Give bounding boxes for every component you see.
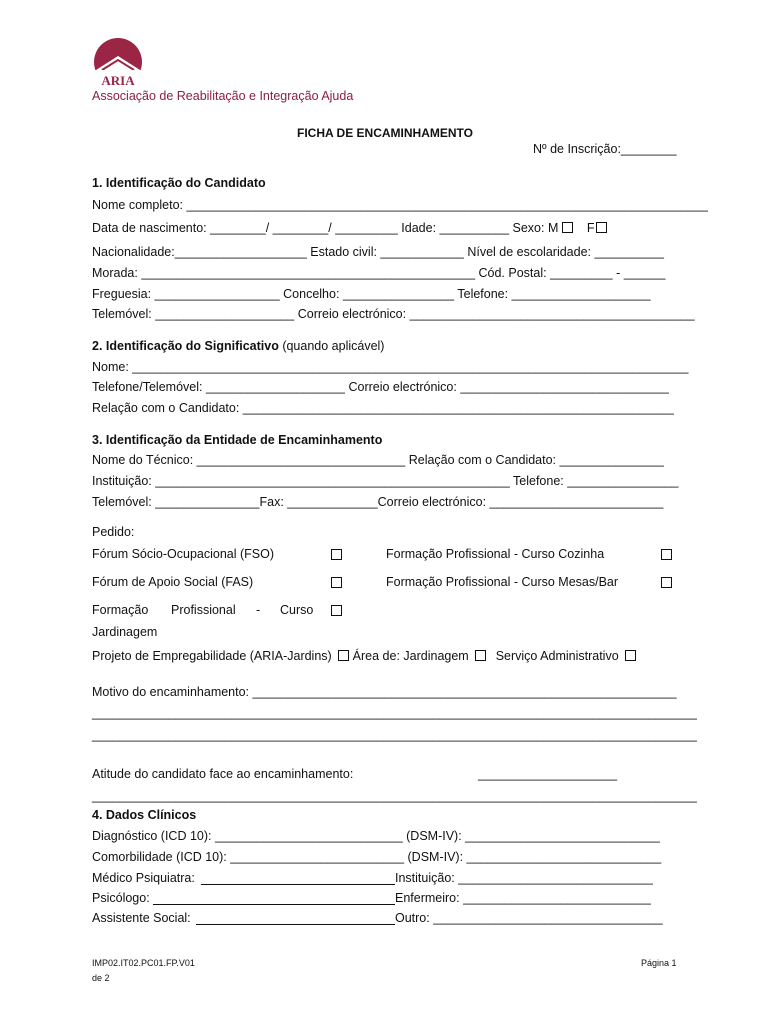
fso-label: Fórum Sócio-Ocupacional (FSO) bbox=[92, 547, 275, 561]
entidade-telemovel-field[interactable]: Telemóvel: _______________Fax: _____________Correio electrónico: _________________________ bbox=[92, 495, 664, 509]
nacionalidade-field[interactable]: Nacionalidade:___________________ Estado civil: ____________ Nível de escolaridade: __________ bbox=[92, 245, 664, 259]
form-code: IMP02.IT02.PC01.FP.V01 bbox=[92, 958, 195, 968]
jardinagem-checkbox[interactable] bbox=[331, 605, 342, 616]
significativo-relacao-field[interactable]: Relação com o Candidato: ______________________________________________________________ bbox=[92, 401, 674, 415]
motivo-line-1[interactable]: _______________________________________________________________________________________ bbox=[92, 706, 697, 720]
psicologo-label: Psicólogo: bbox=[92, 891, 150, 905]
jardinagem-label-line2: Jardinagem bbox=[92, 625, 158, 639]
morada-field[interactable]: Morada: ________________________________________________ Cód. Postal: _________ - ______ bbox=[92, 266, 666, 280]
servico-administrativo-checkbox[interactable] bbox=[625, 650, 636, 661]
nome-completo-field[interactable]: Nome completo: ___________________________________________________________________________ bbox=[92, 198, 708, 212]
section-4-heading: 4. Dados Clínicos bbox=[92, 808, 197, 822]
medico-line[interactable] bbox=[201, 884, 395, 885]
jardinagem-label-word-4: Curso bbox=[280, 603, 314, 617]
svg-text:ARIA: ARIA bbox=[101, 73, 135, 88]
motivo-line-2[interactable]: _______________________________________________________________________________________ bbox=[92, 728, 697, 742]
tecnico-field[interactable]: Nome do Técnico: ______________________________ Relação com o Candidato: _______________ bbox=[92, 453, 664, 467]
atitude-line[interactable]: _______________________________________________________________________________________ bbox=[92, 789, 697, 803]
page-number: Página 1 bbox=[641, 958, 677, 968]
data-nascimento-field[interactable]: Data de nascimento: ________/ ________/ _________ Idade: __________ Sexo: M F bbox=[92, 221, 607, 235]
aria-logo bbox=[90, 36, 146, 92]
motivo-field[interactable]: Motivo do encaminhamento: _____________________________________________________________ bbox=[92, 685, 677, 699]
mesas-checkbox[interactable] bbox=[661, 577, 672, 588]
medico-instituicao-field[interactable]: Instituição: ____________________________ bbox=[395, 871, 653, 885]
jardinagem-area-checkbox[interactable] bbox=[475, 650, 486, 661]
comorbilidade-field[interactable]: Comorbilidade (ICD 10): _________________________ (DSM-IV): ____________________________ bbox=[92, 850, 662, 864]
telemovel-field[interactable]: Telemóvel: ____________________ Correio electrónico: _________________________________________ bbox=[92, 307, 695, 321]
projeto-row: Projeto de Empregabilidade (ARIA-Jardins) Área de: Jardinagem Serviço Administrativo bbox=[92, 649, 636, 663]
diagnostico-field[interactable]: Diagnóstico (ICD 10): ___________________________ (DSM-IV): ____________________________ bbox=[92, 829, 660, 843]
section-3-heading: 3. Identificação da Entidade de Encaminhamento bbox=[92, 433, 383, 447]
fso-checkbox[interactable] bbox=[331, 549, 342, 560]
projeto-checkbox[interactable] bbox=[338, 650, 349, 661]
assistente-line[interactable] bbox=[196, 924, 395, 925]
assistente-label: Assistente Social: bbox=[92, 911, 191, 925]
instituicao-field[interactable]: Instituição: ___________________________________________________ Telefone: ________________ bbox=[92, 474, 679, 488]
atitude-field[interactable]: ____________________ bbox=[478, 767, 618, 781]
cozinha-label: Formação Profissional - Curso Cozinha bbox=[386, 547, 605, 561]
fas-label: Fórum de Apoio Social (FAS) bbox=[92, 575, 254, 589]
medico-label: Médico Psiquiatra: bbox=[92, 871, 195, 885]
psicologo-line[interactable] bbox=[153, 904, 395, 905]
section-1-heading: 1. Identificação do Candidato bbox=[92, 176, 266, 190]
inscricao-field[interactable]: Nº de Inscrição:________ bbox=[533, 142, 677, 156]
jardinagem-label-word-1: Formação bbox=[92, 603, 149, 617]
org-name: Associação de Reabilitação e Integração Ajuda bbox=[92, 89, 354, 103]
significativo-nome-field[interactable]: Nome: ________________________________________________________________________________ bbox=[92, 360, 689, 374]
atitude-label: Atitude do candidato face ao encaminhamento: bbox=[92, 767, 354, 781]
jardinagem-label-word-3: - bbox=[256, 603, 261, 617]
sexo-m-checkbox[interactable] bbox=[562, 222, 573, 233]
enfermeiro-field[interactable]: Enfermeiro: ___________________________ bbox=[395, 891, 651, 905]
jardinagem-label-word-2: Profissional bbox=[171, 603, 236, 617]
cozinha-checkbox[interactable] bbox=[661, 549, 672, 560]
significativo-telefone-field[interactable]: Telefone/Telemóvel: ____________________ Correio electrónico: ______________________________ bbox=[92, 380, 669, 394]
page-total: de 2 bbox=[92, 973, 110, 983]
form-title: FICHA DE ENCAMINHAMENTO bbox=[297, 126, 473, 140]
section-2-heading: 2. Identificação do Significativo (quando aplicável) bbox=[92, 339, 385, 353]
outro-field[interactable]: Outro: _________________________________ bbox=[395, 911, 663, 925]
pedido-label: Pedido: bbox=[92, 525, 135, 539]
mesas-label: Formação Profissional - Curso Mesas/Bar bbox=[386, 575, 619, 589]
freguesia-field[interactable]: Freguesia: __________________ Concelho: ________________ Telefone: ____________________ bbox=[92, 287, 651, 301]
fas-checkbox[interactable] bbox=[331, 577, 342, 588]
sexo-f-checkbox[interactable] bbox=[596, 222, 607, 233]
